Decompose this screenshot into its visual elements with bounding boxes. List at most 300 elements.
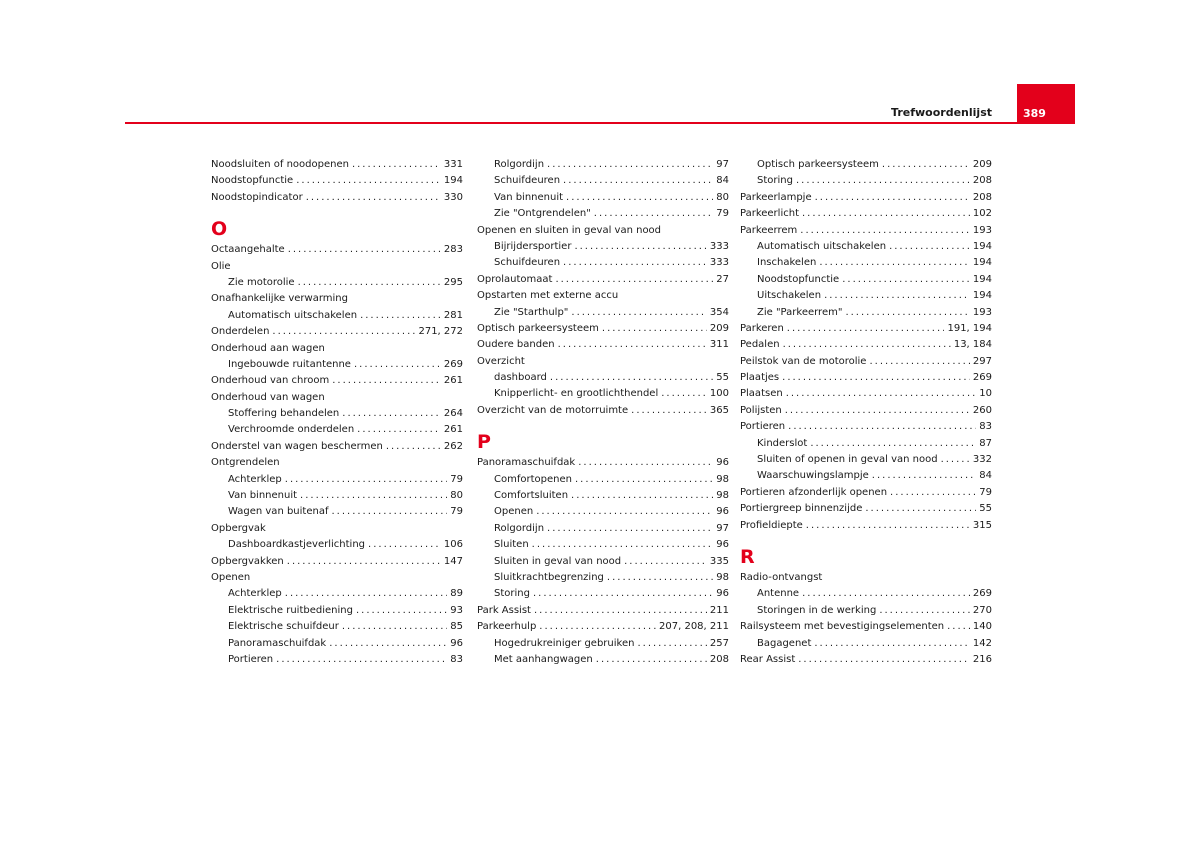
index-subentry	[740, 603, 992, 619]
leader-dots	[637, 636, 706, 652]
leader-dots	[947, 619, 970, 635]
page-number: 389	[1023, 107, 1046, 120]
index-subentry	[211, 472, 463, 488]
index-term: Met aanhangwagen	[494, 653, 593, 665]
leader-dots	[566, 190, 713, 206]
index-page-ref: 333	[709, 257, 729, 269]
index-entry	[211, 570, 463, 586]
index-page-ref: 84	[979, 470, 992, 482]
index-entry	[740, 518, 992, 534]
index-page-ref: 83	[979, 421, 992, 433]
index-entry	[477, 272, 729, 288]
index-page-ref: 270	[972, 604, 992, 616]
leader-dots	[550, 370, 713, 386]
index-subentry	[211, 537, 463, 553]
index-page-ref: 193	[972, 306, 992, 318]
index-entry	[211, 341, 463, 357]
index-entry	[740, 190, 992, 206]
leader-dots	[607, 570, 713, 586]
index-term: Sluiten of openen in geval van nood	[757, 454, 938, 466]
index-entry	[211, 554, 463, 570]
index-term: Van binnenuit	[228, 490, 298, 502]
index-term: Onderhoud van chroom	[211, 375, 330, 387]
index-term: Railsysteem met bevestigingselementen	[740, 621, 945, 633]
leader-dots	[356, 603, 447, 619]
index-page-ref: 83	[450, 653, 463, 665]
index-term: Onderdelen	[211, 326, 270, 338]
index-subentry	[211, 619, 463, 635]
index-page-ref: 208	[972, 175, 992, 187]
index-subentry	[477, 488, 729, 504]
index-subentry	[477, 173, 729, 189]
index-page-ref: 96	[716, 457, 729, 469]
index-term: Elektrische ruitbediening	[228, 604, 353, 616]
index-entry	[211, 521, 463, 537]
index-entry	[211, 439, 463, 455]
index-subentry	[477, 472, 729, 488]
index-entry	[211, 291, 463, 307]
index-subentry	[477, 190, 729, 206]
leader-dots	[288, 242, 441, 258]
index-page-ref: 331	[443, 159, 463, 170]
index-entry	[211, 157, 463, 173]
index-page-ref: 79	[450, 506, 463, 518]
index-page-ref: 330	[443, 191, 463, 203]
index-entry	[211, 173, 463, 189]
index-page-ref: 261	[443, 375, 463, 387]
index-page-ref: 96	[716, 588, 729, 600]
index-term: Stoffering behandelen	[228, 408, 340, 420]
index-subentry	[740, 636, 992, 652]
leader-dots	[285, 472, 448, 488]
leader-dots	[787, 321, 945, 337]
index-page-ref: 27	[716, 273, 729, 285]
index-term: Onderstel van wagen beschermen	[211, 440, 383, 452]
index-term: Polijsten	[740, 404, 782, 416]
index-term: Storingen in de werking	[757, 604, 877, 616]
index-term: Storing	[757, 175, 793, 187]
index-entry	[477, 288, 729, 304]
index-term: Hogedrukreiniger gebruiken	[494, 637, 635, 649]
index-term: Rolgordijn	[494, 522, 545, 534]
leader-dots	[882, 157, 970, 173]
index-subentry	[740, 586, 992, 602]
leader-dots	[571, 488, 713, 504]
leader-dots	[788, 419, 976, 435]
leader-dots	[533, 586, 713, 602]
leader-dots	[329, 636, 447, 652]
index-page-ref: 80	[450, 490, 463, 502]
header-rule	[125, 122, 1075, 124]
index-page-ref: 87	[979, 437, 992, 449]
index-term: Panoramaschuifdak	[228, 637, 327, 649]
index-page-ref: 96	[716, 506, 729, 518]
index-page-ref: 55	[716, 372, 729, 384]
index-subentry	[477, 537, 729, 553]
index-term: Opbergvak	[211, 522, 266, 534]
index-entry	[740, 354, 992, 370]
index-page-ref: 191, 194	[947, 322, 992, 334]
index-page-ref: 142	[972, 637, 992, 649]
index-subentry	[211, 636, 463, 652]
index-subentry	[211, 488, 463, 504]
index-subentry	[740, 436, 992, 452]
index-page-ref: 147	[443, 555, 463, 567]
index-entry	[740, 206, 992, 222]
index-term: Van binnenuit	[494, 191, 564, 203]
index-subentry	[211, 357, 463, 373]
index-subentry	[477, 206, 729, 222]
index-term: Opstarten met externe accu	[477, 290, 619, 302]
leader-dots	[661, 386, 707, 402]
leader-dots	[300, 488, 447, 504]
index-page-ref: 269	[972, 372, 992, 384]
index-term: Comfortopenen	[494, 473, 572, 485]
index-term: Parkeren	[740, 322, 784, 334]
index-term: Noodstopindicator	[211, 191, 303, 203]
leader-dots	[786, 386, 977, 402]
index-letter-heading: P	[477, 431, 491, 454]
index-subentry	[740, 173, 992, 189]
index-entry	[740, 386, 992, 402]
leader-dots	[296, 173, 441, 189]
leader-dots	[272, 324, 415, 340]
index-subentry	[477, 239, 729, 255]
leader-dots	[368, 537, 441, 553]
index-page-ref: 98	[716, 473, 729, 485]
index-subentry	[477, 386, 729, 402]
index-term: Plaatsen	[740, 388, 783, 400]
index-term: Olie	[211, 260, 231, 272]
leader-dots	[276, 652, 447, 668]
index-term: Parkeerhulp	[477, 621, 537, 633]
index-term: Rolgordijn	[494, 159, 545, 170]
index-term: Optisch parkeersysteem	[477, 322, 599, 334]
index-page-ref: 85	[450, 621, 463, 633]
index-page-ref: 207, 208, 211	[659, 621, 729, 633]
index-term: Openen	[494, 506, 534, 518]
index-subentry	[477, 586, 729, 602]
index-subentry	[740, 452, 992, 468]
leader-dots	[814, 636, 970, 652]
index-page-ref: 295	[443, 276, 463, 288]
leader-dots	[800, 223, 970, 239]
index-term: Achterklep	[228, 588, 282, 600]
index-term: Onderhoud aan wagen	[211, 342, 325, 354]
index-page-ref: 100	[709, 388, 729, 400]
index-subentry	[740, 255, 992, 271]
index-subentry	[211, 652, 463, 668]
index-subentry	[211, 586, 463, 602]
index-term: Elektrische schuifdeur	[228, 621, 339, 633]
leader-dots	[547, 521, 713, 537]
index-page-ref: 96	[716, 539, 729, 551]
leader-dots	[575, 472, 713, 488]
index-page-ref: 194	[443, 175, 463, 187]
index-page-ref: 262	[443, 440, 463, 452]
leader-dots	[842, 272, 970, 288]
index-subentry	[477, 652, 729, 668]
index-term: Antenne	[757, 588, 800, 600]
leader-dots	[845, 305, 969, 321]
index-page-ref: 13, 184	[953, 339, 992, 351]
index-entry	[477, 354, 729, 370]
index-subentry	[740, 272, 992, 288]
index-entry	[477, 455, 729, 471]
index-term: Octaangehalte	[211, 244, 285, 256]
index-entry	[740, 652, 992, 668]
index-page-ref: 84	[716, 175, 729, 187]
index-term: Portiergreep binnenzijde	[740, 503, 863, 515]
index-entry	[740, 485, 992, 501]
index-term: Onderhoud van wagen	[211, 391, 325, 403]
index-page-ref: 79	[716, 208, 729, 220]
index-subentry	[211, 422, 463, 438]
index-page-ref: 10	[979, 388, 992, 400]
index-entry	[211, 455, 463, 471]
index-page-ref: 79	[450, 473, 463, 485]
index-page-ref: 80	[716, 191, 729, 203]
index-term: Zie "Ontgrendelen"	[494, 208, 591, 220]
index-page-ref: 264	[443, 408, 463, 420]
leader-dots	[534, 603, 707, 619]
leader-dots	[889, 239, 970, 255]
index-letter-heading: O	[211, 218, 228, 241]
index-page-ref: 93	[450, 604, 463, 616]
index-term: Pedalen	[740, 339, 780, 351]
index-subentry	[740, 157, 992, 173]
index-entry	[211, 190, 463, 206]
index-page-ref: 281	[443, 309, 463, 321]
index-term: Portieren	[228, 653, 274, 665]
index-column-2	[477, 157, 729, 668]
index-page-ref: 55	[979, 503, 992, 515]
index-subentry	[477, 554, 729, 570]
index-letter-heading: R	[740, 545, 755, 568]
index-term: Achterklep	[228, 473, 282, 485]
leader-dots	[578, 455, 713, 471]
index-subentry	[211, 504, 463, 520]
index-term: Automatisch uitschakelen	[228, 309, 358, 321]
index-term: Rear Assist	[740, 653, 796, 665]
index-entry	[211, 390, 463, 406]
index-subentry	[211, 603, 463, 619]
index-subentry	[477, 255, 729, 271]
index-term: Ingebouwde ruitantenne	[228, 358, 351, 370]
index-term: Dashboardkastjeverlichting	[228, 539, 366, 551]
leader-dots	[596, 652, 707, 668]
leader-dots	[287, 554, 441, 570]
index-entry	[211, 259, 463, 275]
index-page-ref: 261	[443, 424, 463, 436]
leader-dots	[824, 288, 970, 304]
index-term: Park Assist	[477, 604, 531, 616]
index-page-ref: 96	[450, 637, 463, 649]
index-page-ref: 193	[972, 224, 992, 236]
leader-dots	[563, 173, 713, 189]
index-entry	[740, 223, 992, 239]
index-term: Bagagenet	[757, 637, 812, 649]
index-term: Sluitkrachtbegrenzing	[494, 571, 604, 583]
index-page-ref: 260	[972, 404, 992, 416]
leader-dots	[558, 337, 707, 353]
leader-dots	[532, 537, 714, 553]
index-subentry	[477, 504, 729, 520]
index-term: Peilstok van de motorolie	[740, 355, 867, 367]
index-entry	[477, 223, 729, 239]
index-page-ref: 297	[972, 355, 992, 367]
leader-dots	[624, 554, 707, 570]
index-subentry	[211, 308, 463, 324]
index-term: Kinderslot	[757, 437, 808, 449]
index-entry	[477, 403, 729, 419]
index-entry	[211, 324, 463, 340]
index-page-ref: 140	[972, 621, 992, 633]
leader-dots	[574, 239, 706, 255]
index-page-ref: 194	[972, 257, 992, 269]
index-page-ref: 97	[716, 522, 729, 534]
index-page-ref: 283	[443, 244, 463, 256]
index-page-ref: 106	[443, 539, 463, 551]
index-page-ref: 216	[972, 653, 992, 665]
index-term: Parkeerrem	[740, 224, 798, 236]
index-term: Sluiten in geval van nood	[494, 555, 622, 567]
index-entry	[477, 321, 729, 337]
index-page-ref: 194	[972, 240, 992, 252]
leader-dots	[802, 586, 970, 602]
index-subentry	[477, 570, 729, 586]
index-page-ref: 269	[443, 358, 463, 370]
leader-dots	[879, 603, 970, 619]
index-column-1	[211, 157, 463, 668]
index-page-ref: 365	[709, 404, 729, 416]
index-term: Optisch parkeersysteem	[757, 159, 879, 170]
index-page-ref: 208	[709, 653, 729, 665]
index-term: Noodsluiten of noodopenen	[211, 159, 349, 170]
leader-dots	[386, 439, 441, 455]
index-page-ref: 271, 272	[418, 326, 463, 338]
leader-dots	[819, 255, 970, 271]
index-page-ref: 311	[709, 339, 729, 351]
leader-dots	[539, 619, 656, 635]
leader-dots	[796, 173, 970, 189]
index-page-ref: 332	[972, 454, 992, 466]
index-entry	[740, 419, 992, 435]
index-term: Panoramaschuifdak	[477, 457, 576, 469]
page-number-box	[1017, 84, 1075, 124]
index-entry	[740, 403, 992, 419]
index-term: Bijrijdersportier	[494, 240, 572, 252]
index-entry	[211, 373, 463, 389]
index-page-ref: 354	[709, 306, 729, 318]
leader-dots	[631, 403, 707, 419]
index-term: Portieren	[740, 421, 786, 433]
index-term: Opbergvakken	[211, 555, 284, 567]
leader-dots	[941, 452, 970, 468]
leader-dots	[357, 422, 441, 438]
leader-dots	[785, 403, 970, 419]
index-term: Inschakelen	[757, 257, 817, 269]
index-term: dashboard	[494, 372, 547, 384]
leader-dots	[563, 255, 707, 271]
index-subentry	[477, 157, 729, 173]
index-page-ref: 79	[979, 486, 992, 498]
index-term: Automatisch uitschakelen	[757, 240, 887, 252]
leader-dots	[354, 357, 441, 373]
leader-dots	[352, 157, 441, 173]
index-page-ref: 98	[716, 490, 729, 502]
index-subentry	[477, 521, 729, 537]
index-term: Verchroomde onderdelen	[228, 424, 355, 436]
index-entry	[740, 337, 992, 353]
index-term: Plaatjes	[740, 372, 780, 384]
leader-dots	[331, 504, 447, 520]
index-term: Parkeerlicht	[740, 208, 799, 220]
leader-dots	[865, 501, 976, 517]
leader-dots	[342, 619, 447, 635]
index-term: Ontgrendelen	[211, 457, 280, 469]
index-subentry	[740, 288, 992, 304]
index-column-3	[740, 157, 992, 668]
index-entry	[740, 570, 992, 586]
index-subentry	[211, 406, 463, 422]
leader-dots	[306, 190, 441, 206]
index-page-ref: 333	[709, 240, 729, 252]
index-term: Sluiten	[494, 539, 529, 551]
index-term: Zie "Starthulp"	[494, 306, 569, 318]
index-term: Schuifdeuren	[494, 175, 561, 187]
index-entry	[740, 619, 992, 635]
index-page-ref: 208	[972, 191, 992, 203]
index-page-ref: 335	[709, 555, 729, 567]
leader-dots	[342, 406, 441, 422]
index-entry	[740, 321, 992, 337]
index-entry	[211, 242, 463, 258]
index-term: Onafhankelijke verwarming	[211, 293, 348, 305]
index-page-ref: 257	[709, 637, 729, 649]
leader-dots	[806, 518, 970, 534]
leader-dots	[815, 190, 970, 206]
index-term: Zie motorolie	[228, 276, 295, 288]
index-term: Noodstopfunctie	[211, 175, 294, 187]
index-term: Parkeerlampje	[740, 191, 812, 203]
index-page-ref: 315	[972, 519, 992, 531]
leader-dots	[869, 354, 969, 370]
leader-dots	[571, 305, 707, 321]
index-term: Wagen van buitenaf	[228, 506, 329, 518]
index-term: Zie "Parkeerrem"	[757, 306, 843, 318]
index-entry	[477, 603, 729, 619]
index-page-ref: 98	[716, 571, 729, 583]
leader-dots	[285, 586, 448, 602]
leader-dots	[810, 436, 976, 452]
index-subentry	[477, 305, 729, 321]
leader-dots	[555, 272, 713, 288]
section-title: Trefwoordenlijst	[891, 106, 992, 119]
index-term: Oudere banden	[477, 339, 555, 351]
leader-dots	[360, 308, 441, 324]
index-page-ref: 89	[450, 588, 463, 600]
index-term: Openen en sluiten in geval van nood	[477, 224, 662, 236]
index-subentry	[740, 305, 992, 321]
index-term: Storing	[494, 588, 530, 600]
leader-dots	[872, 468, 976, 484]
index-page-ref: 102	[972, 208, 992, 220]
index-entry	[740, 370, 992, 386]
index-subentry	[477, 370, 729, 386]
index-term: Radio-ontvangst	[740, 571, 823, 583]
index-subentry	[477, 636, 729, 652]
